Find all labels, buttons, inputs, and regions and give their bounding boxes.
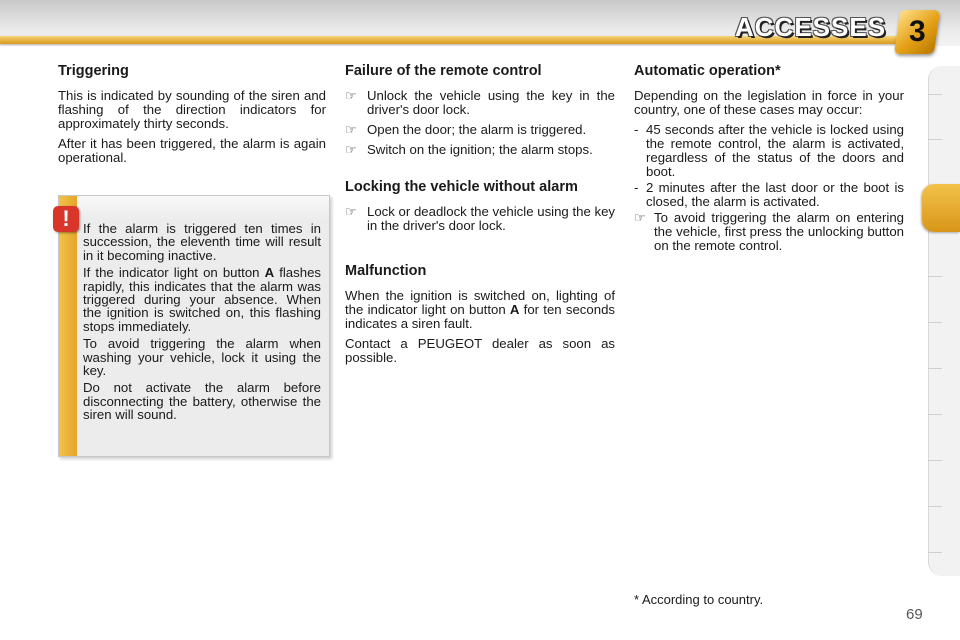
tab-divider [928, 276, 942, 277]
chapter-tab-strip [928, 66, 960, 576]
warning-text-span: flashes rapidly, this indicates that the alarm was triggered during your absence. When the ignition is switched on, this flashing stops immediately. [83, 265, 322, 334]
list-item-text: 2 minutes after the last door or the boot is closed, the alarm is activated. [646, 180, 904, 209]
malfunction-text-2: Contact a PEUGEOT dealer as soon as possible. [345, 336, 615, 365]
list-item [634, 211, 904, 253]
triggering-section [58, 63, 326, 171]
warning-paragraph: To avoid triggering the alarm when washing your vehicle, lock it using the key. [83, 336, 321, 379]
dash-marker: - [634, 180, 639, 195]
page-number: 69 [906, 606, 923, 623]
warning-text-span: If the indicator light on button [83, 265, 265, 281]
chapter-tab-active[interactable] [922, 184, 960, 232]
triggering-heading: Triggering [58, 63, 129, 79]
list-item-text: 45 seconds after the vehicle is locked using the remote control, the alarm is activated, regardless of the status of the doors and boot. [646, 122, 904, 179]
list-item-text: To avoid triggering the alarm on entering the vehicle, first press the unlocking button on the remote control. [654, 210, 904, 253]
pointing-hand-icon: ☞ [345, 142, 357, 157]
triggering-text-2: After it has been triggered, the alarm is again operational. [58, 136, 326, 165]
tab-divider [928, 139, 942, 140]
list-item [345, 123, 615, 137]
pointing-hand-icon: ☞ [345, 122, 357, 137]
pointing-hand-icon: ☞ [345, 88, 357, 103]
malfunction-text [345, 289, 615, 331]
chapter-title: ACCESSES [735, 12, 887, 42]
tab-divider [928, 322, 942, 323]
list-item [345, 143, 615, 157]
dash-marker: - [634, 122, 639, 137]
malfunction-text-span: When the ignition is switched on, lighting of the indicator light on button [345, 288, 615, 317]
button-a-label: A [509, 302, 520, 317]
warning-box-top [59, 196, 329, 220]
tab-divider [928, 368, 942, 369]
list-item-text: Unlock the vehicle using the key in the driver's door lock. [367, 88, 615, 117]
automatic-heading: Automatic operation* [634, 63, 781, 79]
chapter-number-badge [894, 10, 940, 54]
warning-paragraph: If the alarm is triggered ten times in succession, the eleventh time will result in it becoming inactive. [83, 221, 321, 263]
list-item-text: Open the door; the alarm is triggered. [367, 122, 587, 137]
failure-heading: Failure of the remote control [345, 63, 542, 79]
list-item-text: Switch on the ignition; the alarm stops. [367, 142, 593, 157]
automatic-operation-section [634, 63, 904, 259]
tab-divider [928, 414, 942, 415]
button-a-label: A [264, 265, 275, 281]
list-item [345, 89, 615, 117]
locking-heading: Locking the vehicle without alarm [345, 179, 578, 195]
tab-divider [928, 506, 942, 507]
warning-accent-bar [59, 196, 77, 456]
pointing-hand-icon: ☞ [634, 210, 646, 225]
pointing-hand-icon: ☞ [345, 204, 357, 219]
exclamation-icon: ! [53, 206, 79, 232]
tab-divider [928, 552, 942, 553]
warning-text [83, 222, 321, 426]
malfunction-heading: Malfunction [345, 263, 427, 279]
warning-box [58, 195, 330, 457]
list-item [345, 205, 615, 233]
warning-paragraph: Do not activate the alarm before disconnecting the battery, otherwise the siren will sound. [83, 380, 321, 423]
triggering-text: This is indicated by sounding of the siren and flashing of the direction indicators for approximately thirty seconds. [58, 88, 326, 131]
chapter-number: 3 [908, 15, 926, 48]
malfunction-text-span: for ten seconds indicates a siren fault. [345, 302, 615, 331]
automatic-intro: Depending on the legislation in force in your country, one of these cases may occur: [634, 88, 904, 117]
list-item [634, 123, 904, 179]
list-item-text: Lock or deadlock the vehicle using the key in the driver's door lock. [367, 204, 615, 233]
middle-column [345, 63, 615, 371]
footnote: * According to country. [634, 592, 764, 607]
tab-divider [928, 94, 942, 95]
list-item [634, 181, 904, 253]
warning-paragraph [83, 266, 321, 333]
tab-divider [928, 460, 942, 461]
